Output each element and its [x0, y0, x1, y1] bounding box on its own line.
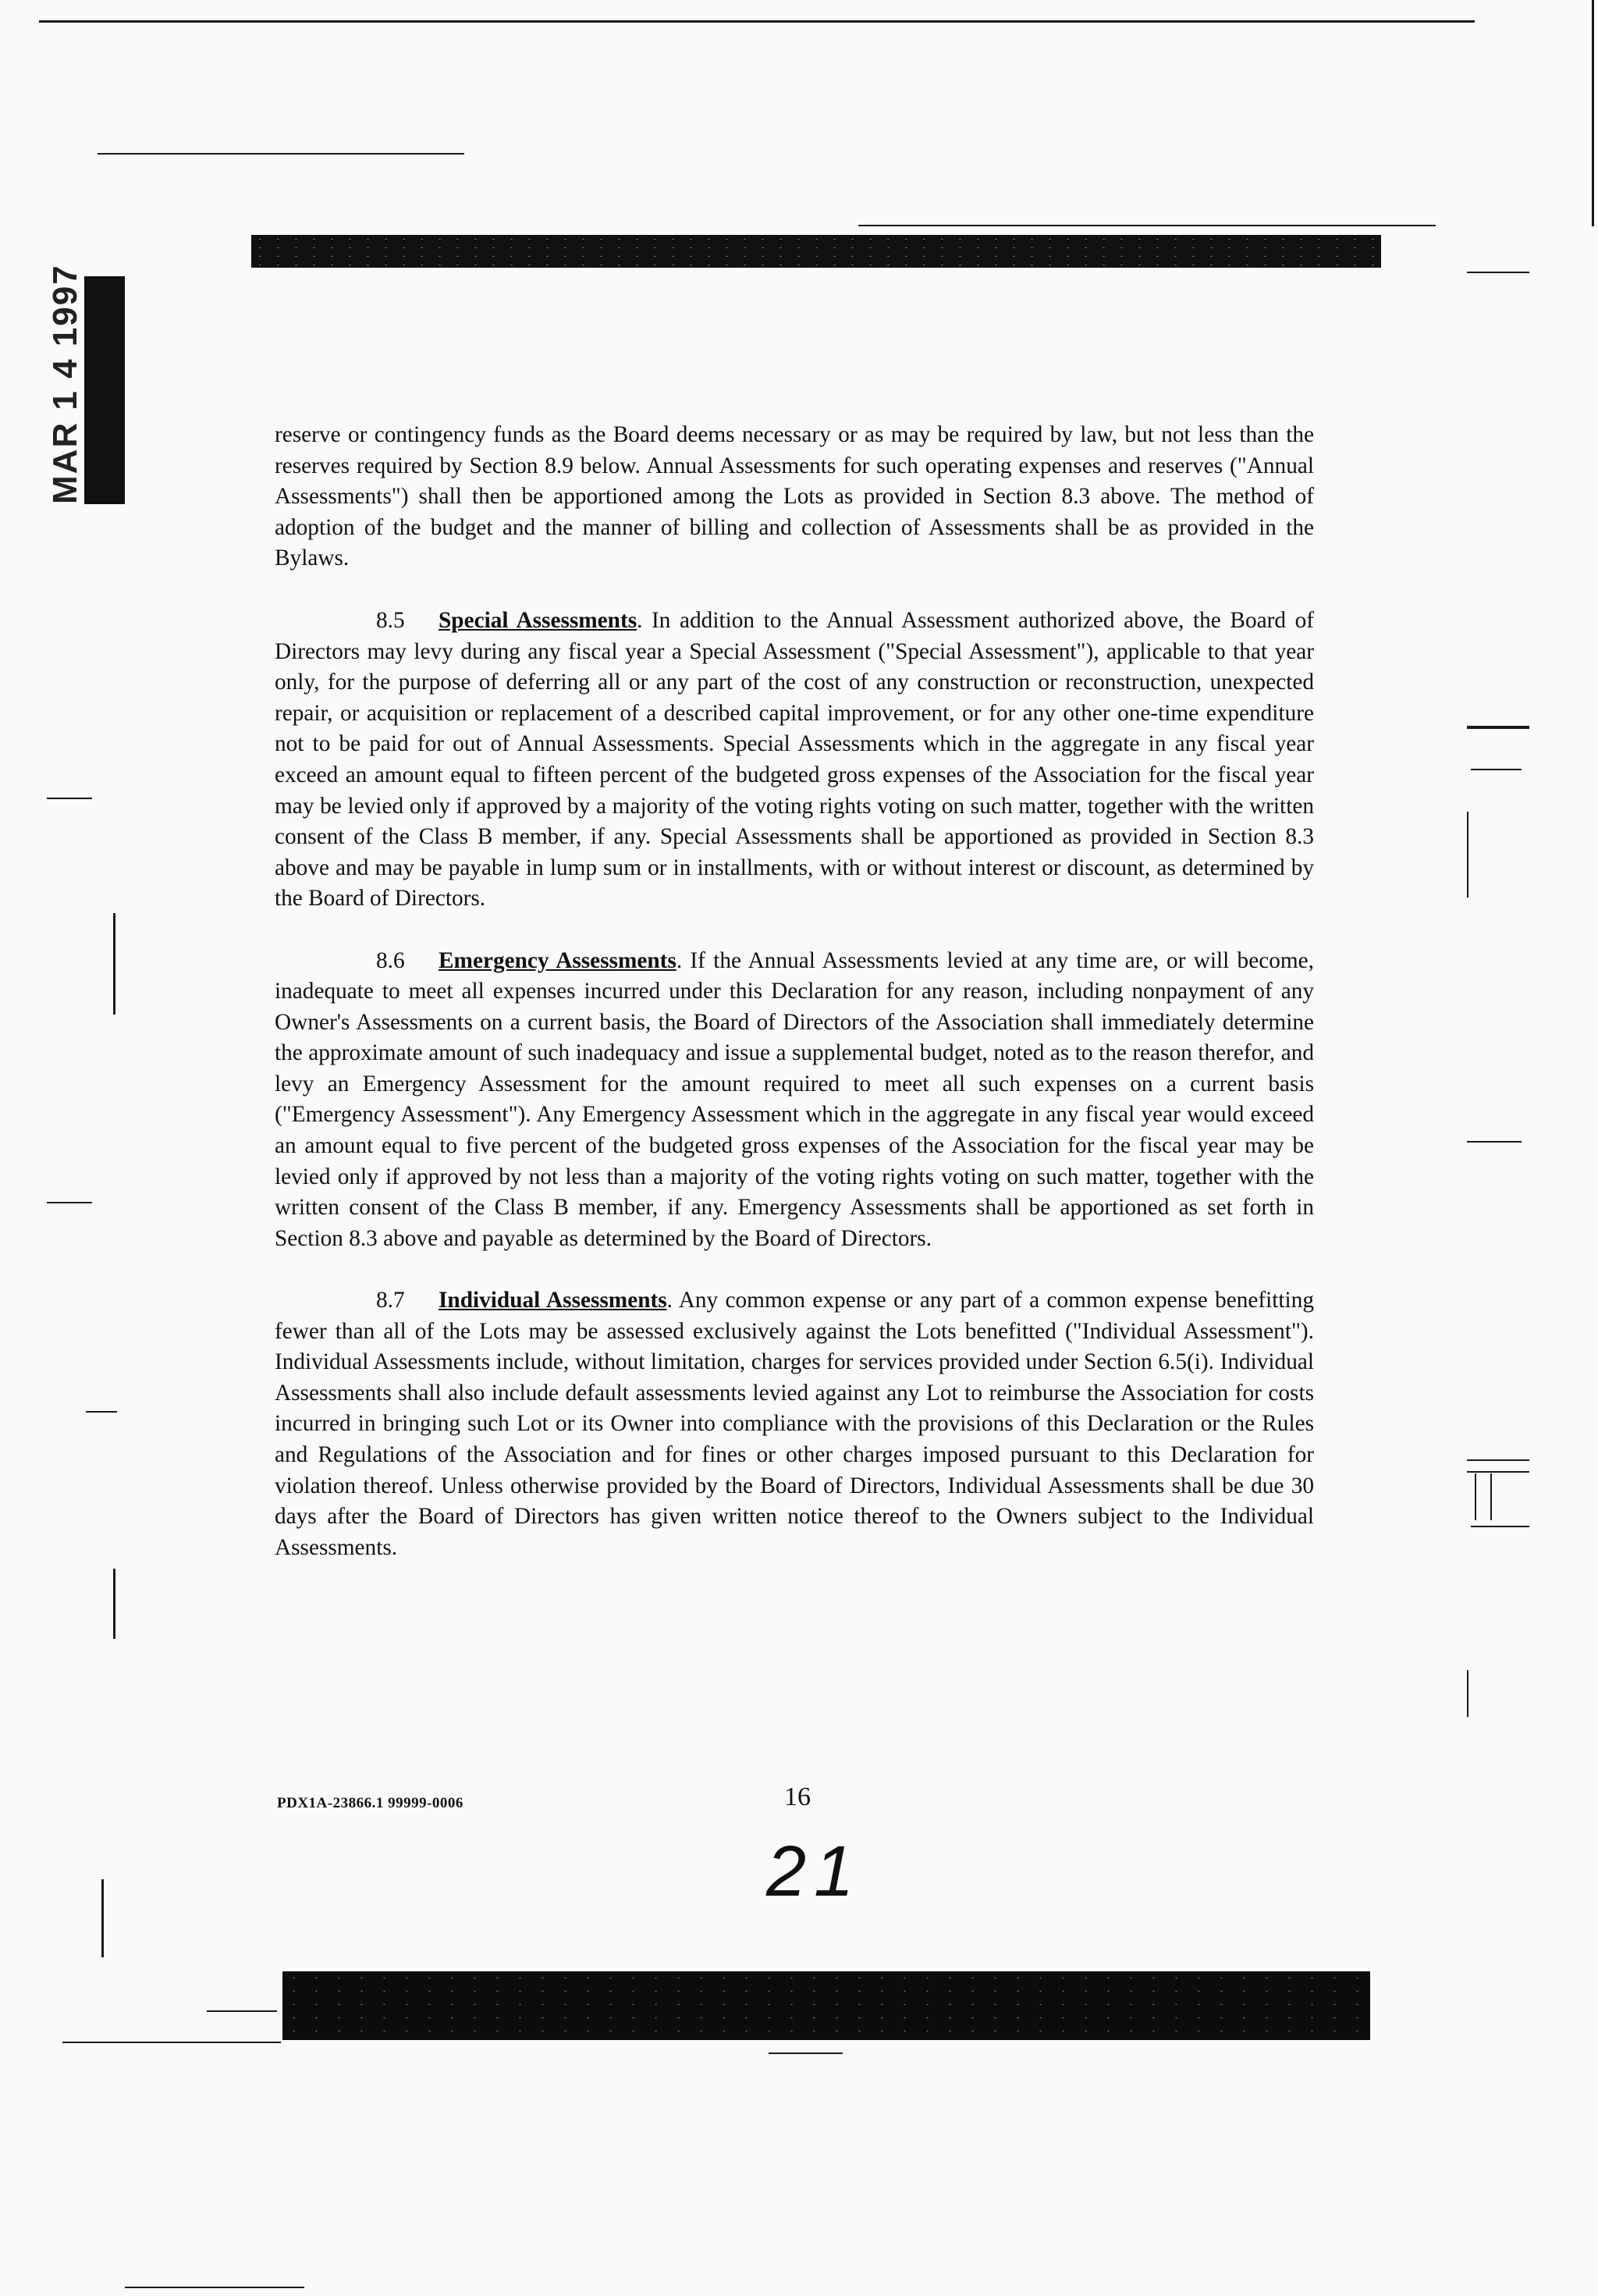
scan-tick-right-6: [1471, 1526, 1529, 1527]
scan-rule-right-top: [858, 225, 1436, 226]
scan-tick-left-1: [47, 798, 92, 799]
document-body: [275, 420, 1314, 1594]
scan-vline-right-top: [1592, 0, 1594, 226]
handwritten-page-number: 21: [766, 1832, 862, 1911]
scan-vline-right-2: [1475, 1473, 1476, 1520]
scan-vline-left-2: [113, 1569, 115, 1639]
scan-vline-left-1: [113, 913, 115, 1015]
scan-rule-top: [39, 20, 1475, 23]
section-title: Special Assessments: [439, 607, 637, 633]
scan-tick-right-5: [1467, 1471, 1529, 1473]
scan-tick-right-3: [1467, 1141, 1522, 1143]
scan-tick-right-top: [1467, 272, 1529, 273]
section-title: Emergency Assessments: [439, 947, 676, 973]
scan-tick-right-2: [1471, 769, 1522, 770]
scan-vline-right-4: [1467, 1670, 1468, 1717]
section-number: 8.6: [376, 947, 405, 973]
section-title: Individual Assessments: [439, 1288, 667, 1313]
section-8-6: [275, 946, 1314, 1255]
scan-rule-left-bottom-2: [62, 2042, 281, 2043]
scan-bar-bottom: [282, 1971, 1370, 2040]
scan-rule-left-bottom-1: [207, 2010, 277, 2012]
section-body: . In addition to the Annual Assessment authorized above, the Board of Directors may levy during any fiscal year a Special Assessment ("Special Assessment"), applicable to that year only, for the purpose of deferring all or any part of the cost of any construction or reconstruction, unexpected repair, or acquisition or replacement of a described capital improvement, or for any other one-time expenditure not to be paid for out of Annual Assessments. Special Assessments which in the aggregate in any fiscal year exceed an amount equal to fifteen percent of the budgeted gross expenses of the Association for the fiscal year may be levied only if approved by a majority of the voting rights voting on such matter, together with the written consent of the Class B member, if any. Special Assessments shall be apportioned as provided in Section 8.3 above and may be payable in lump sum or in installments, with or without interest or discount, as determined by the Board of Directors.: [275, 607, 1314, 912]
section-number: 8.7: [376, 1288, 405, 1313]
scan-vline-left-3: [101, 1879, 104, 1957]
paragraph-continuation: reserve or contingency funds as the Board deems necessary or as may be required by law, but not less than the reserves required by Section 8.9 below. Annual Assessments for such operating expenses and reserves ("Annual Assessments") shall then be apportioned among the Lots as provided in Section 8.3 above. The method of adoption of the budget and the manner of billing and collection of Assessments shall be as provided in the Bylaws.: [275, 422, 1314, 571]
page-number: 16: [784, 1782, 811, 1811]
scan-vline-right-1: [1467, 812, 1468, 897]
scan-vline-right-3: [1490, 1473, 1492, 1520]
stamp-date: MAR 1 4 1997: [46, 264, 84, 504]
scan-bar-top: [251, 235, 1381, 268]
recording-stamp: [16, 264, 109, 507]
scan-tick-right-1: [1467, 726, 1529, 729]
section-8-5: [275, 606, 1314, 915]
scan-tick-right-4: [1467, 1459, 1529, 1461]
section-number: 8.5: [376, 607, 405, 633]
section-body: . Any common expense or any part of a common expense benefitting fewer than all of the Lots may be assessed exclusively against the Lots benefitted ("Individual Assessment"). Individual Assessments include, without limitation, charges for services provided under Section 6.5(i). Individual Assessments shall also include default assessments levied against any Lot to reimburse the Association for costs incurred in bringing such Lot or its Owner into compliance with the provisions of this Declaration or the Rules and Regulations of the Association and for fines or other charges imposed pursuant to this Declaration for violation thereof. Unless otherwise provided by the Board of Directors, Individual Assessments shall be due 30 days after the Board of Directors has given written notice thereof to the Owners subject to the Individual Assessments.: [275, 1288, 1314, 1560]
scan-tick-left-3: [86, 1411, 117, 1413]
stamp-block: [84, 276, 125, 504]
section-8-7: [275, 1285, 1314, 1563]
document-code: PDX1A-23866.1 99999-0006: [277, 1795, 463, 1811]
scan-rule-header: [98, 153, 464, 155]
scan-rule-bottom-left: [125, 2287, 304, 2288]
scan-tick-left-2: [47, 1202, 92, 1203]
scan-rule-bottom-center: [769, 2053, 843, 2054]
section-body: . If the Annual Assessments levied at any time are, or will become, inadequate to meet all expenses incurred under this Declaration for any reason, including nonpayment of any Owner's Assessments on a current basis, the Board of Directors of the Association shall immediately determine the approximate amount of such inadequacy and issue a supplemental budget, noted as to the reason therefor, and levy an Emergency Assessment for the amount required to meet all such expenses on a current basis ("Emergency Assessment"). Any Emergency Assessment which in the aggregate in any fiscal year would exceed an amount equal to five percent of the budgeted gross expenses of the Association for the fiscal year may be levied only if approved by not less than a majority of the voting rights voting on such matter, together with the written consent of the Class B member, if any. Emergency Assessments shall be apportioned as set forth in Section 8.3 above and payable as determined by the Board of Directors.: [275, 947, 1314, 1251]
